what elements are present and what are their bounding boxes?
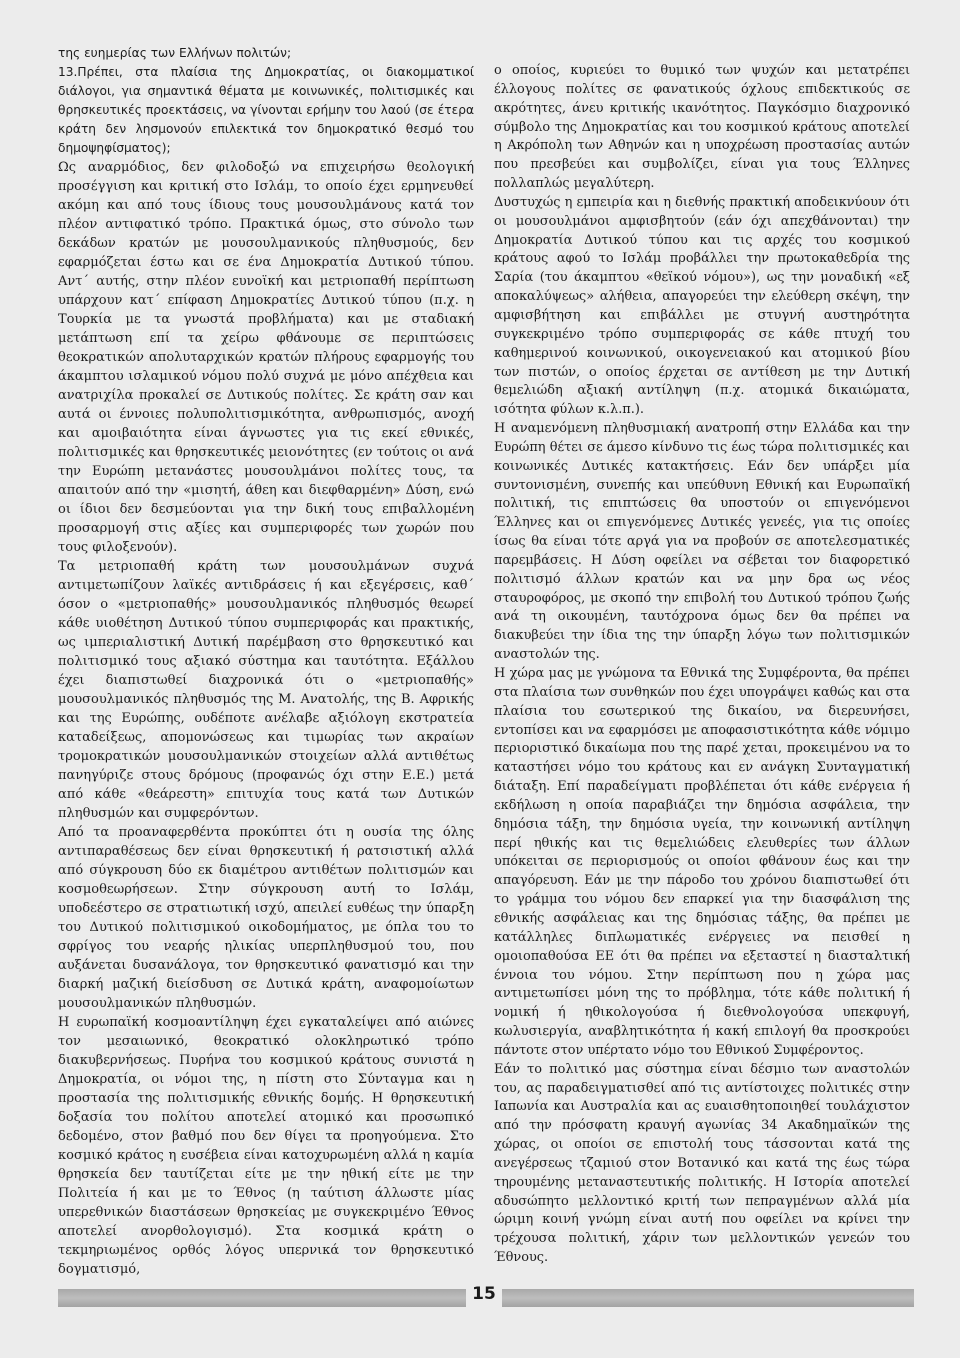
footer-bar-right [502,1289,914,1307]
paragraph: Εάν το πολιτικό μας σύστημα είναι δέσμιο των αναστολών του, ας παραδειγματισθεί από τις αντίστοιχες πολιτικές στην Ιαπωνία και Αυστραλία και ας ευαισθητοποιηθεί τουλάχιστον από την πρόσφατη κραυγή αγωνίας 34 Ακαδημαϊκών της χώρας, οι οποίοι σε επιστολή τους τάσσονται κατά της ανεγέρσεως τζαμιού στον Βοτανικό και κατά της έως τώρα τηρουμένης μεταναστευτικής πολιτικής. Η Ιστορία αποτελεί αδυσώπητο μελλοντικό κριτή των πεπραγμένων αλλά μία ώριμη κοινή γνώμη είναι αυτή που οφείλει να κρίνει την τρέχουσα πολιτική, χάριν των μελλοντικών γενεών του Έθνους. [494,1061,910,1266]
paragraph: Ως αναρμόδιος, δεν φιλοδοξώ να επιχειρήσω θεολογική προσέγγιση και κριτική στο Ισλάμ, το οποίο έχει ερμηνευθεί ακόμη και από τους ίδιους τους μουσουλμάνους κατά τον πλέον αντιφατικό τρόπο. Πρακτικά όμως, στο σύνολο των δεκάδων κρατών με μουσουλμανικούς πληθυσμούς, δεν εφαρμόζεται έστω και σε ένα Δημοκρατία Δυτικού τύπου. Αντ΄ αυτής, στην πλέον ευνοϊκή και μετριοπαθή περίπτωση υπάρχουν κατ΄ επίφαση Δημοκρατίες Δυτικού τύπου (π.χ. η Τουρκία με τα γνωστά προβλήματα) και με σταδιακή μετάπτωση επί τα χείρω φθάνουμε σε περιπτώσεις θεοκρατικών απολυταρχικών κρατών πλήρους εφαρμογής του άκαμπτου ισλαμικού νόμου πολύ συχνά με μόνο απέχθεια και ανατριχίλα προκαλεί σε Δυτικούς πολίτες. Σε κράτη σαν και αυτά οι έννοιες πολυπολιτισμικότητα, ανθρωπισμός, ανοχή και αμοιβαιότητα είναι άγνωστες για τις εκεί εθνικές, πολιτισμικές και θρησκευτικές μειονότητες (εν τούτοις οι ανά την Ευρώπη μετανάστες μουσουλμάνοι πολίτες τους, τα απαιτούν από την «μισητή, άθεη και διεφθαρμένη» Δύση, ενώ οι ίδιοι δεν δεσμεύονται για την δική τους επιβαλλομένη προσαρμογή στις αξίες και συμπεριφορές των χωρών που τους φιλοξενούν). [58,160,474,555]
right-column [494,62,910,1268]
footer-bar-left [58,1289,466,1307]
paragraph: ο οποίος, κυριεύει το θυμικό των ψυχών και μετατρέπει έλλογους πολίτες σε φανατικούς όχλους επιδεκτικούς σε ακρότητες, άνευ κριτικής ικανότητος. Παγκόσμιο διαχρονικό σύμβολο της Δημοκρατίας και του κοσμικού κράτους αποτελεί η Ακρόπολη των Αθηνών και η υποχρέωση προστασίας αυτών που πρεσβεύει και συμβολίζει, είναι για τους Έλληνες πολλαπλώς μεγαλύτερη. [494,63,910,192]
paragraph: Δυστυχώς η εμπειρία και η διεθνής πρακτική αποδεικνύουν ότι οι μουσουλμάνοι αμφισβητούν (εάν όχι απεχθάνονται) την Δημοκρατία Δυτικού τύπου και τις αρχές του κοσμικού κράτους αφού το Ισλάμ προβάλλει την πρωτοκαθεδρία της Σαρία (του άκαμπτου «θεϊκού νόμου»), ως την μοναδική «εξ αποκαλύψεως» αλήθεια, απαγορεύει την ελεύθερη σκέψη, την αμφισβήτηση και επιβάλλει με στυγνή αυστηρότητα συγκεκριμένο τρόπο συμπεριφοράς σε κάθε πτυχή του καθημερινού κοινωνικού, οικογενειακού και ατομικού βίου των πιστών, ο οποίος έρχεται σε αντίθεση με την Δυτική θεμελιώδη αξιακή αντίληψη (π.χ. ατομικά δικαιώματα, ισότητα φύλων κ.λ.π.). [494,194,910,418]
paragraph: Από τα προαναφερθέντα προκύπτει ότι η ουσία της όλης αντιπαραθέσεως δεν είναι θρησκευτική ή ρατσιστική αλλά από σύγκρουση δύο εκ διαμέτρου αντιθέτων πολιτισμών και κοσμοθεωρήσεων. Στην σύγκρουση αυτή το Ισλάμ, υποδεέστερο σε στρατιωτική ισχύ, απειλεί ευθέως την ύπαρξη του Δυτικού πολιτισμικού οικοδομήματος, με όπλα του το σφρίγος του νεαρής ηλικίας υπερπληθυσμού του, που αυξάνεται δυσανάλογα, τον θρησκευτικό φανατισμό και την διαρκή μαζική διείσδυση σε Δυτικά κράτη, αναφομοίωτων μουσουλμανικών πληθυσμών. [58,825,474,1011]
left-column [58,44,474,1279]
paragraph: 13.Πρέπει, στα πλαίσια της Δημοκρατίας, οι διακομματικοί διάλογοι, για σημαντικά θέματα με κοινωνικές, πολιτισμικές και θρησκευτικές προεκτάσεις, να γίνονται ερήμην του λαού (σε έτερα κράτη δεν λησμονούν επιλεκτικά τον δημοκρατικό θεσμό του δημοψηφίσματος); [58,65,474,155]
paragraph: Η αναμενόμενη πληθυσμιακή ανατροπή στην Ελλάδα και την Ευρώπη θέτει σε άμεσο κίνδυνο τις έως τώρα πολιτισμικές και κοινωνικές Δυτικές κατακτήσεις. Εάν δεν υπάρξει μία συντονισμένη, συνεπής και υπεύθυνη Εθνική και Ευρωπαϊκή πολιτική, τις επιπτώσεις θα υποστούν οι επιγενόμενοι Έλληνες και οι επιγενόμενες Δυτικές γενεές, για τις οποίες ίσως θα είναι τότε αργά για να προβούν σε αποτελεσματικές παρεμβάσεις. Η Δύση οφείλει να σέβεται τον διαφορετικό πολιτισμό άλλων κρατών και να μην δρα ως νέος σταυροφόρος, με σκοπό την επιβολή του Δυτικού τρόπου ζωής ανά τη οικουμένη, ταυτόχρονα όμως δεν θα πρέπει να διακυβεύει την ίδια της την ύπαρξη λόγω των πολιτισμικών αναστολών της. [494,421,910,663]
paragraph: της ευημερίας των Ελλήνων πολιτών; [58,46,292,60]
paragraph: Η χώρα μας με γνώμονα τα Εθνικά της Συμφέροντα, θα πρέπει στα πλαίσια των συνθηκών που έχει υπογράψει καθώς και στα πλαίσια του εσωτερικού της δικαίου, να διερευνήσει, εντοπίσει και να εφαρμόσει με αποφασιστικότητα κάθε νόμιμο περιοριστικό δικαίωμα που της παρέ χεται, προκειμένου να το καταστήσει νόμο του κράτους και εν ανάγκη Συνταγματική διάταξη. Επί παραδείγματι προβλέπεται ότι κάθε ενέργεια ή εκδήλωση η οποία παραβιάζει την δημόσια ασφάλεια, την δημόσια τάξη, την δημόσια υγεία, την κοινωνική αντίληψη περί ηθικής και τις θεμελιώδεις ελευθερίες των άλλων υπόκειται σε περιορισμούς οι οποίοι φθάνουν έως και την απαγόρευση. Εάν με την πάροδο του χρόνου διαπιστωθεί ότι το γράμμα του νόμου δεν επαρκεί για την διασφάλιση της εθνικής ασφάλειας και της δημόσιας τάξης, θα πρέπει με κατάλληλες διπλωματικές ενέργειες να πεισθεί η ομοιοπαθούσα ΕΕ ότι θα πρέπει να εξεταστεί η διασταλτική έννοια του νόμου. Στην περίπτωση που η χώρα μας αντιμετωπίσει μόνη της το πρόβλημα, τότε κάθε πολιτική ή νομική ή ηθικολογούσα ή διεθνολογούσα υπεκφυγή, κωλυσιεργία, αναβλητικότητα ή κακή επιλογή θα προσκρούει πάντοτε στον υπέρτατο νόμο του Εθνικού Συμφέροντος. [494,666,910,1058]
paragraph: Τα μετριοπαθή κράτη των μουσουλμάνων συχνά αντιμετωπίζουν λαϊκές αντιδράσεις ή και εξεγέρσεις, καθ΄ όσον ο «μετριοπαθής» μουσουλμανικός πληθυσμός θεωρεί κάθε υιοθέτηση Δυτικού τύπου συμπεριφοράς και πρακτικής, ως ιμπεριαλιστική Δυτική παρέμβαση στο θρησκευτικό και πολιτισμικό τους αξιακό σύστημα και ταυτότητα. Εξάλλου έχει διαπιστωθεί διαχρονικά ότι ο «μετριοπαθής» μουσουλμανικός πληθυσμός της Μ. Ανατολής, της Β. Αφρικής και της Ευρώπης, ουδέποτε ανέλαβε αξιόλογη εκστρατεία καταδείξεως, απομονώσεως και τιμωρίας των ακραίων τρομοκρατικών μουσουλμανικών στοιχείων αλλά αντιθέτως πανηγύριζε στους δρόμους (προφανώς όχι στην Ε.Ε.) μετά από κάθε «θεάρεστη» επιτυχία τους κατά των Δυτικών πληθυσμών και συμφερόντων. [58,559,474,821]
paragraph: Η ευρωπαϊκή κοσμοαντίληψη έχει εγκαταλείψει από αιώνες τον μεσαιωνικό, θεοκρατικό ολοκληρωτικό τρόπο διακυβερνήσεως. Πυρήνα του κοσμικού κράτους συνιστά η Δημοκρατία, οι νόμοι της, η πίστη στο Σύνταγμα και η προστασία της πολιτισμικής εθνικής δομής. Η θρησκευτική δοξασία του πολίτου αποτελεί ατομικό και προσωπικό δεδομένο, στον βαθμό που δεν θίγει τα προηγούμενα. Στο κοσμικό κράτος η ευσέβεια είναι κατοχυρωμένη αλλά η καμία θρησκεία δεν ταυτίζεται είτε με την ηθική είτε με την Πολιτεία ή και με το Έθνος (η ταύτιση άλλωστε μίας υπερεθνικών διαστάσεων θρησκείας με συγκεκριμένο Έθνος αποτελεί ανορθολογισμό). Στα κοσμικά κράτη ο τεκμηριωμένος ορθός λόγος υπερνικά τον θρησκευτικό δογματισμό, [58,1015,474,1277]
page-number: 15 [472,1284,496,1304]
